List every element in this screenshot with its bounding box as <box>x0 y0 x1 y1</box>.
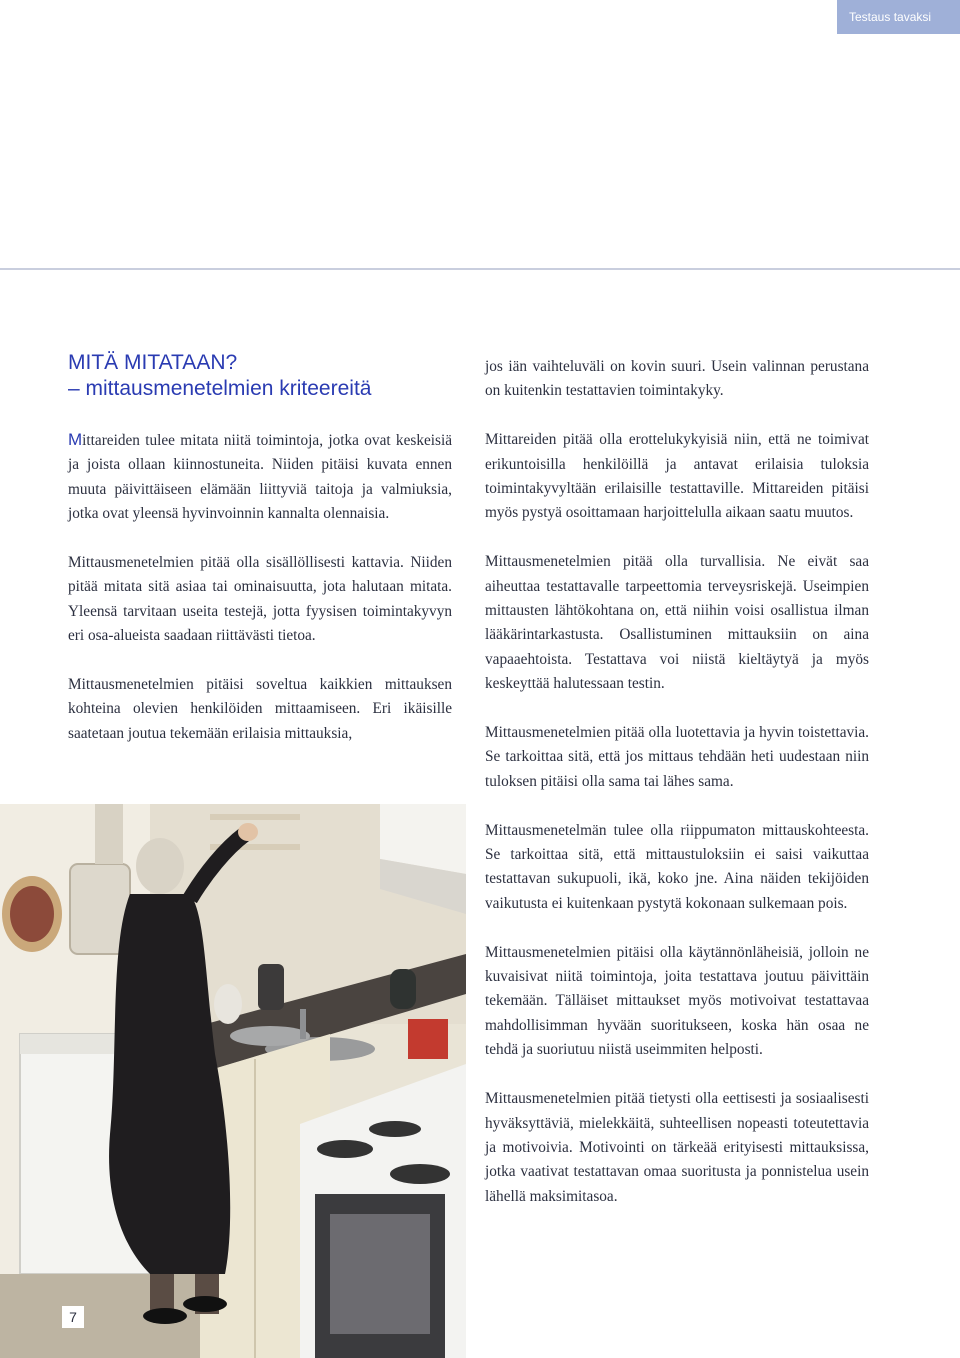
page-number: 7 <box>62 1306 84 1328</box>
right-paragraph-4: Mittausmenetelmien pitää olla luotettavia ja hyvin toistettavia. Se tarkoittaa sitä, että jos mittaus tehdään heti uudestaan niin tuloksen pitäisi olla sama tai lähes sama. <box>485 724 869 790</box>
heading-subtitle: – mittausmenetelmien kriteereitä <box>68 377 372 400</box>
right-paragraph-2: Mittareiden pitää olla erottelukykyisiä niin, että ne toimivat erikuntoisilla henkilöillä ja antavat erilaisia tuloksia toimintakyvyltään erilaisille testattaville. Mittareiden pitäisi myös pystyä osoittamaan harjoittelulla aikaan saatu muutos. <box>485 431 869 522</box>
right-paragraph-1: jos iän vaihteluväli on kovin suuri. Usein valinnan perustana on kuitenkin testattavien toimintakyky. <box>485 358 869 400</box>
drop-cap: M <box>68 430 83 449</box>
left-paragraph-1 <box>68 428 452 527</box>
left-paragraph-2: Mittausmenetelmien pitää olla sisällöllisesti kattavia. Niiden pitää mitata sitä asiaa tai ominaisuutta, jota halutaan mitata. Yleensä tarvitaan useita testejä, jotta fyysisen toimintakyvyn eri osa-alueista saadaan riittävästi tietoa. <box>68 554 452 645</box>
right-paragraph-5: Mittausmenetelmän tulee olla riippumaton mittauskohteesta. Se tarkoittaa sitä, että mittaustuloksiin ei saisi vaikuttaa testattavan sukupuoli, ikä, koko jne. Aina näiden tekijöiden vaikutusta ei kuitenkaan pystytä kokonaan sulkemaan pois. <box>485 821 869 912</box>
right-paragraph-7: Mittausmenetelmien pitää tietysti olla eettisesti ja sosiaalisesti hyväksyttäviä, mielekkäitä, suhteellisen nopeasti toteutettavia ja motivoivia. Motivointi on tärkeää erityisesti mittauksissa, jotka vaativat testattavan omaa suoritusta ja ponnistelua usein lähellä maksimitasoa. <box>485 1090 869 1205</box>
left-column <box>68 428 452 771</box>
heading-title: MITÄ MITATAAN? <box>68 351 238 374</box>
section-tab: Testaus tavaksi <box>837 0 960 34</box>
kitchen-photo <box>0 804 466 1358</box>
left-paragraph-1-text: ittareiden tulee mitata niitä toimintoja, jotka ovat keskeisiä ja joista ollaan kiinnostuneita. Niiden pitäisi kuvata ennen muuta päivittäiseen elämään liittyviä taitoja ja valmiuksia, jotka ovat yleensä hyvinvoinnin kannalta olennaisia. <box>68 432 452 523</box>
right-column <box>485 355 869 1234</box>
right-paragraph-6: Mittausmenetelmien pitäisi olla käytännönläheisiä, jolloin ne kuvaisivat niitä toimintoja, joita testattava joutuu päivittäin tekemään. Tälläiset mittaukset myös motivoivat testattavaa mahdollisimman hyvään suoritukseen, koska hän osaa ne tehdä ja suoriutuu niistä useimmiten helposti. <box>485 943 869 1059</box>
header-divider <box>0 268 960 270</box>
right-paragraph-3: Mittausmenetelmien pitää olla turvallisia. Ne eivät saa aiheuttaa testattavalle tarpeettomia terveysriskejä. Useimpien mittausten lähtökohtana on, että niihin voisi osallistua ilman lääkärintarkastusta. Osallistuminen mittauksiin on aina vapaaehtoista. Testattava voi niistä kieltäytyä ja myös keskeyttää halutessaan testin. <box>485 553 869 693</box>
section-heading <box>68 350 468 402</box>
left-paragraph-3: Mittausmenetelmien pitäisi soveltua kaikkien mittauksen kohteina olevien henkilöiden mittaamiseen. Eri ikäisille saatetaan joutua tekemään erilaisia mittauksia, <box>68 676 452 742</box>
